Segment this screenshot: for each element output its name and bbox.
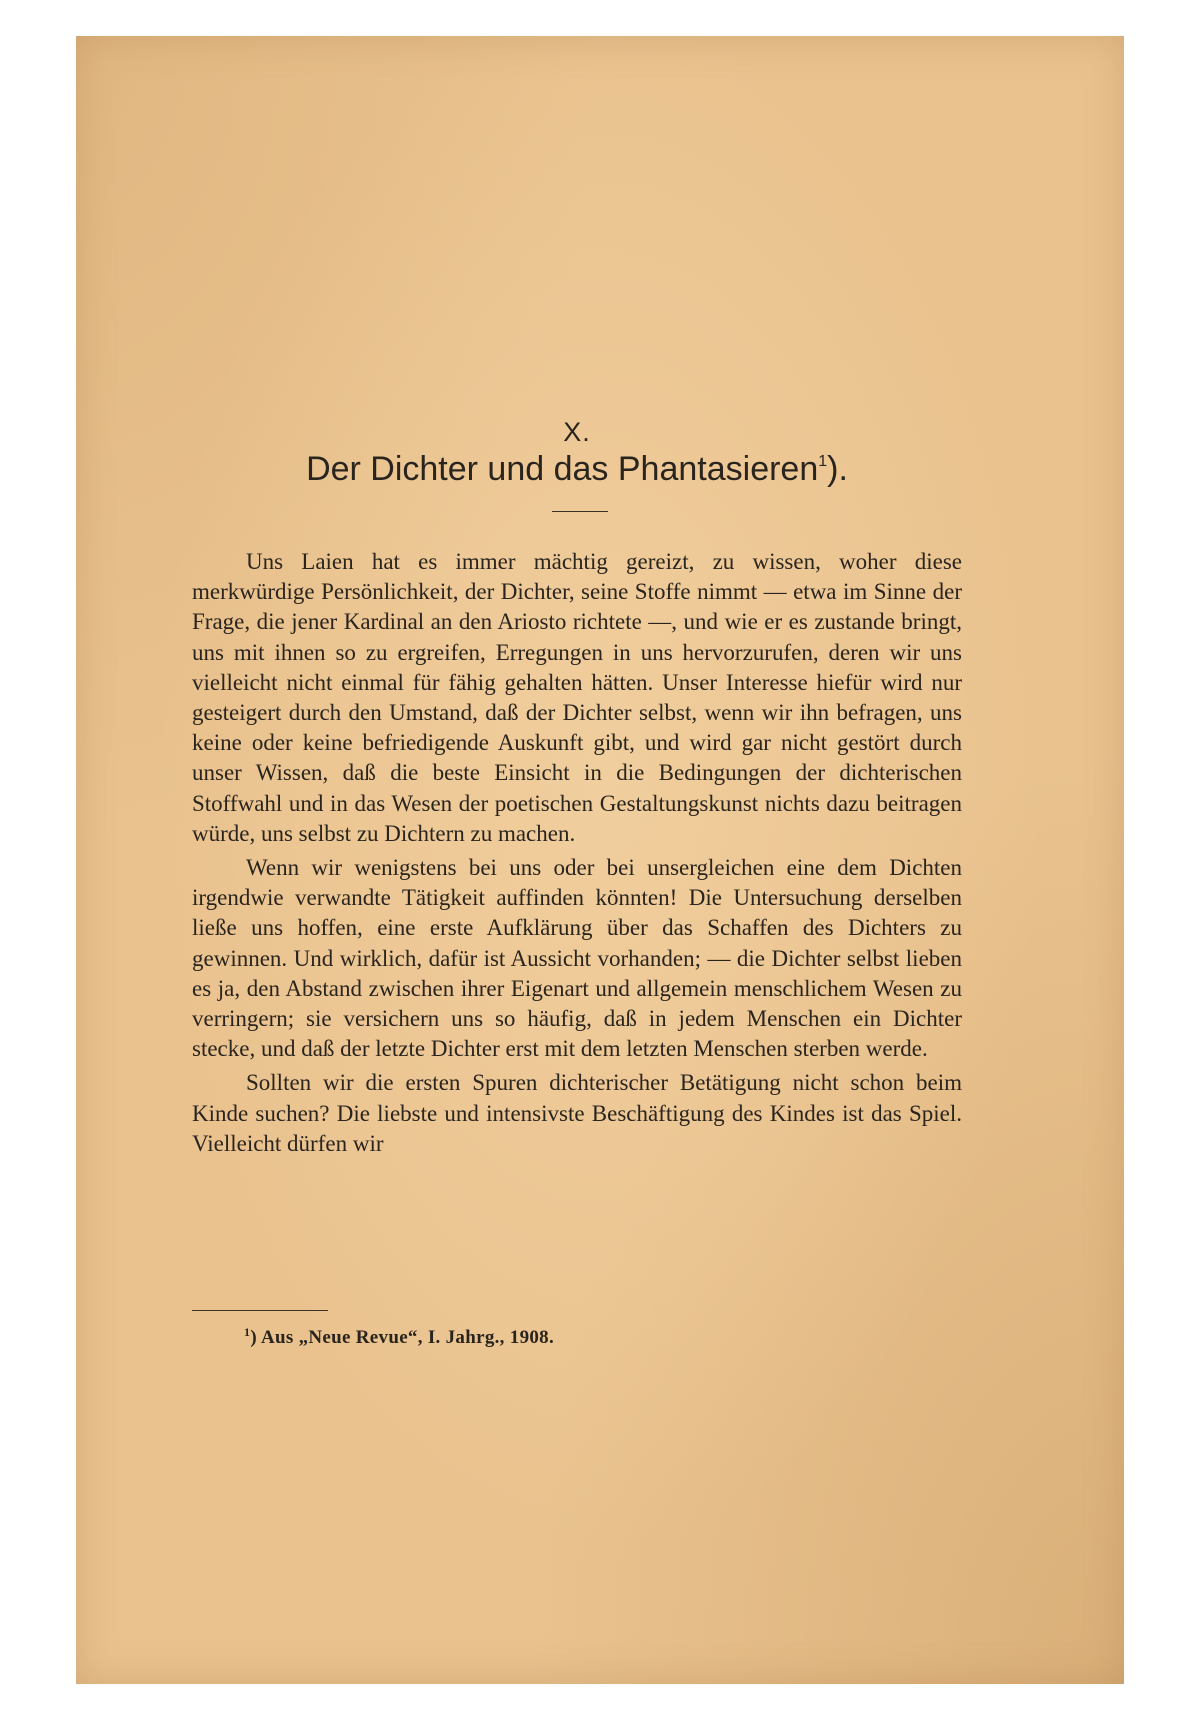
title-divider	[552, 511, 608, 512]
body-text	[192, 547, 962, 1163]
paragraph-2: Wenn wir wenigstens bei uns oder bei unsergleichen eine dem Dichten irgendwie verwandte Tätigkeit auffinden könnten! Die Untersuchung derselben ließe uns hoffen, eine erste Aufklärung über das Schaffen des Dichters zu gewinnen. Und wirklich, dafür ist Aussicht vorhanden; — die Dichter selbst lieben es ja, den Abstand zwischen ihrer Eigenart und allgemein menschlichem Wesen zu verringern; sie versichern uns so häufig, daß in jedem Menschen ein Dichter stecke, und daß der letzte Dichter erst mit dem letzten Menschen sterben werde.	[192, 855, 962, 1062]
chapter-numeral: X.	[563, 417, 591, 447]
chapter-title-suffix: ).	[827, 450, 848, 488]
footnote-marker: 1	[244, 1325, 251, 1339]
chapter-title-text: Der Dichter und das Phantasieren	[306, 450, 819, 488]
paragraph-1: Uns Laien hat es immer mächtig gereizt, zu wissen, woher diese merkwürdige Persönlichkeit, der Dichter, seine Stoffe nimmt — etwa im Sinne der Frage, die jener Kardinal an den Ariosto richtete —, und wie er es zustande bringt, uns mit ihnen so zu ergreifen, Erregungen in uns hervorzurufen, deren wir uns vielleicht nicht einmal für fähig gehalten hätten. Unser Interesse hiefür wird nur gesteigert durch den Umstand, daß der Dichter selbst, wenn wir ihn befragen, uns keine oder keine befriedigende Auskunft gibt, und wird gar nicht gestört durch unser Wissen, daß die beste Einsicht in die Bedingungen der dichterischen Stoffwahl und in das Wesen der poetischen Gestaltungskunst nichts dazu beitragen würde, uns selbst zu Dichtern zu machen.	[192, 549, 962, 846]
book-page	[76, 36, 1124, 1684]
footnote-text: ) Aus „Neue Revue“, I. Jahrg., 1908.	[250, 1327, 555, 1348]
chapter-title	[192, 450, 962, 489]
title-footnote-marker: 1	[818, 453, 828, 470]
paragraph-3: Sollten wir die ersten Spuren dichterischer Betätigung nicht schon beim Kinde suchen? Die liebste und intensivste Beschäftigung des Kindes ist das Spiel. Vielleicht dürfen wir	[192, 1070, 962, 1156]
footnote	[244, 1325, 554, 1349]
footnote-divider	[192, 1310, 328, 1311]
